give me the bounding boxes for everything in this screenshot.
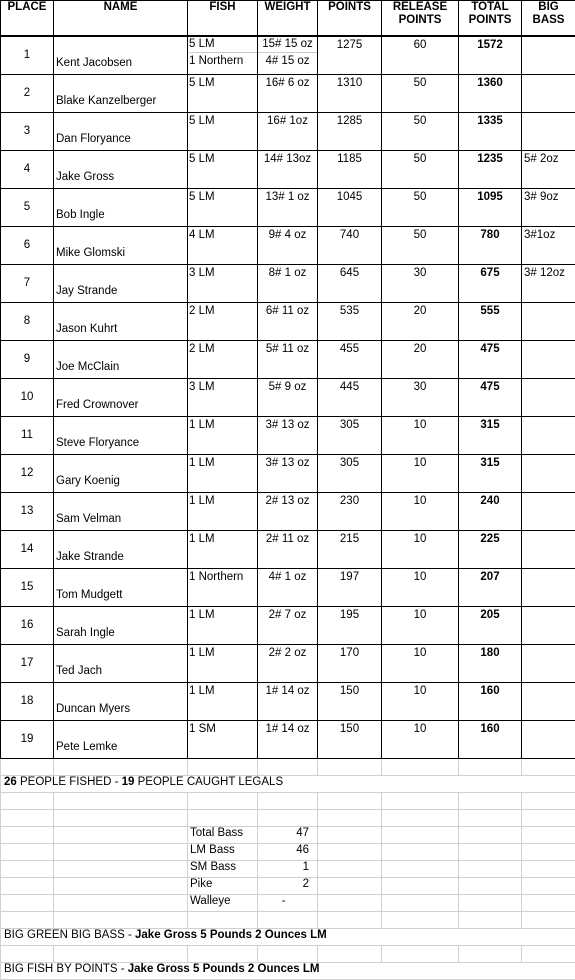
empty-cell bbox=[188, 759, 258, 776]
name-cell: Dan Floryance bbox=[54, 113, 188, 151]
points-cell: 195 bbox=[318, 607, 382, 645]
name-cell: Duncan Myers bbox=[54, 683, 188, 721]
header-release-points bbox=[382, 1, 459, 37]
empty-cell bbox=[1, 759, 54, 776]
points-cell: 215 bbox=[318, 531, 382, 569]
release-points-cell: 10 bbox=[382, 683, 459, 721]
empty-cell bbox=[522, 861, 575, 878]
empty-cell bbox=[522, 844, 575, 861]
place-cell: 17 bbox=[1, 645, 54, 683]
empty-cell bbox=[522, 946, 575, 963]
big-bass-cell bbox=[522, 341, 575, 379]
spacer-row bbox=[1, 759, 575, 776]
release-points-cell: 10 bbox=[382, 607, 459, 645]
fish-cell: 1 SM bbox=[188, 721, 258, 759]
empty-cell bbox=[1, 895, 54, 912]
stat-row bbox=[1, 861, 575, 878]
table-row bbox=[1, 341, 575, 379]
release-points-cell: 10 bbox=[382, 417, 459, 455]
points-cell: 1045 bbox=[318, 189, 382, 227]
points-cell: 455 bbox=[318, 341, 382, 379]
header-release-line1: RELEASE bbox=[393, 1, 447, 13]
big-bass-cell bbox=[522, 569, 575, 607]
big-bass-cell bbox=[522, 75, 575, 113]
weight-cell: 5# 11 oz bbox=[258, 341, 318, 379]
fish-cell: 4 LM bbox=[188, 227, 258, 265]
big-bass-cell bbox=[522, 645, 575, 683]
empty-cell bbox=[459, 895, 522, 912]
weight-cell: 2# 11 oz bbox=[258, 531, 318, 569]
big-bass-cell bbox=[522, 683, 575, 721]
points-cell: 1185 bbox=[318, 151, 382, 189]
header-big-line2: BASS bbox=[533, 14, 565, 26]
empty-cell bbox=[459, 912, 522, 929]
release-points-cell: 50 bbox=[382, 151, 459, 189]
place-cell: 16 bbox=[1, 607, 54, 645]
table-row bbox=[1, 227, 575, 265]
empty-cell bbox=[54, 946, 188, 963]
table-row bbox=[1, 455, 575, 493]
empty-cell bbox=[1, 844, 54, 861]
release-points-cell: 20 bbox=[382, 341, 459, 379]
total-points-cell: 475 bbox=[459, 341, 522, 379]
header-total-points bbox=[459, 1, 522, 37]
name-cell: Mike Glomski bbox=[54, 227, 188, 265]
total-points-cell: 1235 bbox=[459, 151, 522, 189]
table-row bbox=[1, 303, 575, 341]
empty-cell bbox=[258, 946, 318, 963]
empty-cell bbox=[54, 912, 188, 929]
header-points: POINTS bbox=[318, 1, 382, 37]
empty-cell bbox=[54, 793, 188, 810]
empty-cell bbox=[54, 861, 188, 878]
big-bass-cell bbox=[522, 721, 575, 759]
total-points-cell: 180 bbox=[459, 645, 522, 683]
table-row bbox=[1, 683, 575, 721]
big-bass-cell bbox=[522, 607, 575, 645]
empty-cell bbox=[318, 810, 382, 827]
stat-row bbox=[1, 827, 575, 844]
weight-cell: 6# 11 oz bbox=[258, 303, 318, 341]
award-label: BIG FISH BY POINTS - bbox=[4, 963, 128, 975]
header-fish: FISH bbox=[188, 1, 258, 37]
big-points-award-row bbox=[1, 963, 575, 980]
big-bass-cell bbox=[522, 379, 575, 417]
empty-cell bbox=[54, 827, 188, 844]
total-points-cell: 160 bbox=[459, 683, 522, 721]
stat-label: Total Bass bbox=[188, 827, 258, 844]
spacer-row bbox=[1, 946, 575, 963]
points-cell: 197 bbox=[318, 569, 382, 607]
place-cell: 4 bbox=[1, 151, 54, 189]
people-fished-text: PEOPLE FISHED - bbox=[17, 776, 122, 788]
place-cell: 19 bbox=[1, 721, 54, 759]
release-points-cell: 10 bbox=[382, 493, 459, 531]
name-cell: Kent Jacobsen bbox=[54, 36, 188, 75]
empty-cell bbox=[522, 810, 575, 827]
fish-cell bbox=[188, 36, 258, 75]
stat-label: SM Bass bbox=[188, 861, 258, 878]
empty-cell bbox=[382, 861, 459, 878]
name-cell: Jay Strande bbox=[54, 265, 188, 303]
points-cell: 170 bbox=[318, 645, 382, 683]
empty-cell bbox=[188, 810, 258, 827]
fish-cell: 1 Northern bbox=[188, 569, 258, 607]
release-points-cell: 30 bbox=[382, 265, 459, 303]
points-cell: 1275 bbox=[318, 36, 382, 75]
release-points-cell: 50 bbox=[382, 189, 459, 227]
total-points-cell: 225 bbox=[459, 531, 522, 569]
big-bass-cell bbox=[522, 417, 575, 455]
total-points-cell: 675 bbox=[459, 265, 522, 303]
weight-cell: 8# 1 oz bbox=[258, 265, 318, 303]
fish-cell: 5 LM bbox=[188, 75, 258, 113]
total-points-cell: 240 bbox=[459, 493, 522, 531]
weight-cell: 5# 9 oz bbox=[258, 379, 318, 417]
stat-value: 47 bbox=[258, 827, 318, 844]
release-points-cell: 10 bbox=[382, 721, 459, 759]
header-weight: WEIGHT bbox=[258, 1, 318, 37]
empty-cell bbox=[318, 946, 382, 963]
weight-cell: 3# 13 oz bbox=[258, 455, 318, 493]
fish-cell: 5 LM bbox=[188, 151, 258, 189]
empty-cell bbox=[1, 912, 54, 929]
stat-value: 1 bbox=[258, 861, 318, 878]
empty-cell bbox=[459, 878, 522, 895]
fish-cell: 5 LM bbox=[188, 189, 258, 227]
empty-cell bbox=[382, 759, 459, 776]
empty-cell bbox=[382, 946, 459, 963]
total-points-cell: 475 bbox=[459, 379, 522, 417]
empty-cell bbox=[54, 878, 188, 895]
place-cell: 18 bbox=[1, 683, 54, 721]
big-bass-cell bbox=[522, 303, 575, 341]
name-cell: Gary Koenig bbox=[54, 455, 188, 493]
stat-value: - bbox=[258, 895, 318, 912]
points-cell: 150 bbox=[318, 721, 382, 759]
big-bass-cell bbox=[522, 493, 575, 531]
empty-cell bbox=[1, 878, 54, 895]
empty-cell bbox=[459, 844, 522, 861]
release-points-cell: 50 bbox=[382, 113, 459, 151]
big-bass-cell bbox=[522, 36, 575, 75]
name-cell: Sarah Ingle bbox=[54, 607, 188, 645]
stat-value: 46 bbox=[258, 844, 318, 861]
weight-cell: 2# 7 oz bbox=[258, 607, 318, 645]
header-release-line2: POINTS bbox=[399, 14, 442, 26]
name-cell: Jason Kuhrt bbox=[54, 303, 188, 341]
place-cell: 6 bbox=[1, 227, 54, 265]
spacer-row bbox=[1, 810, 575, 827]
fish-cell: 1 LM bbox=[188, 607, 258, 645]
points-cell: 1285 bbox=[318, 113, 382, 151]
weight-line: 4# 15 oz bbox=[258, 53, 317, 68]
empty-cell bbox=[459, 759, 522, 776]
empty-cell bbox=[522, 878, 575, 895]
empty-cell bbox=[459, 861, 522, 878]
table-row bbox=[1, 417, 575, 455]
points-cell: 150 bbox=[318, 683, 382, 721]
total-points-cell: 1360 bbox=[459, 75, 522, 113]
place-cell: 5 bbox=[1, 189, 54, 227]
total-points-cell: 1335 bbox=[459, 113, 522, 151]
summary-row bbox=[1, 776, 575, 793]
big-bass-cell: 3# 9oz bbox=[522, 189, 575, 227]
release-points-cell: 60 bbox=[382, 36, 459, 75]
empty-cell bbox=[318, 827, 382, 844]
name-cell: Ted Jach bbox=[54, 645, 188, 683]
big-bass-cell: 3# 12oz bbox=[522, 265, 575, 303]
award-label: BIG GREEN BIG BASS - bbox=[4, 929, 135, 941]
empty-cell bbox=[382, 895, 459, 912]
place-cell: 10 bbox=[1, 379, 54, 417]
empty-cell bbox=[522, 793, 575, 810]
place-cell: 1 bbox=[1, 36, 54, 75]
release-points-cell: 50 bbox=[382, 227, 459, 265]
empty-cell bbox=[188, 793, 258, 810]
empty-cell bbox=[382, 793, 459, 810]
table-row bbox=[1, 493, 575, 531]
fish-cell: 5 LM bbox=[188, 113, 258, 151]
release-points-cell: 20 bbox=[382, 303, 459, 341]
empty-cell bbox=[258, 759, 318, 776]
weight-cell: 1# 14 oz bbox=[258, 683, 318, 721]
weight-cell: 4# 1 oz bbox=[258, 569, 318, 607]
header-total-line1: TOTAL bbox=[471, 1, 508, 13]
points-cell: 305 bbox=[318, 455, 382, 493]
empty-cell bbox=[522, 895, 575, 912]
big-green-award-row bbox=[1, 929, 575, 946]
total-points-cell: 160 bbox=[459, 721, 522, 759]
place-cell: 2 bbox=[1, 75, 54, 113]
empty-cell bbox=[1, 946, 54, 963]
fish-cell: 1 LM bbox=[188, 683, 258, 721]
fish-cell: 1 LM bbox=[188, 493, 258, 531]
table-row bbox=[1, 265, 575, 303]
release-points-cell: 10 bbox=[382, 569, 459, 607]
place-cell: 3 bbox=[1, 113, 54, 151]
points-cell: 230 bbox=[318, 493, 382, 531]
stat-label: LM Bass bbox=[188, 844, 258, 861]
table-row bbox=[1, 645, 575, 683]
release-points-cell: 10 bbox=[382, 455, 459, 493]
name-cell: Joe McClain bbox=[54, 341, 188, 379]
big-points-award-row-cell bbox=[1, 963, 575, 980]
empty-cell bbox=[318, 759, 382, 776]
empty-cell bbox=[459, 810, 522, 827]
big-green-award-row-cell bbox=[1, 929, 575, 946]
stat-value: 2 bbox=[258, 878, 318, 895]
empty-cell bbox=[188, 946, 258, 963]
stat-row bbox=[1, 878, 575, 895]
name-cell: Fred Crownover bbox=[54, 379, 188, 417]
people-fished-count: 26 bbox=[4, 776, 17, 788]
stat-row bbox=[1, 895, 575, 912]
header-name: NAME bbox=[54, 1, 188, 37]
fish-cell: 2 LM bbox=[188, 341, 258, 379]
name-cell: Bob Ingle bbox=[54, 189, 188, 227]
points-cell: 535 bbox=[318, 303, 382, 341]
fish-line: 1 Northern bbox=[189, 53, 257, 68]
place-cell: 7 bbox=[1, 265, 54, 303]
empty-cell bbox=[188, 912, 258, 929]
points-cell: 445 bbox=[318, 379, 382, 417]
empty-cell bbox=[1, 810, 54, 827]
weight-cell: 13# 1 oz bbox=[258, 189, 318, 227]
table-row bbox=[1, 721, 575, 759]
points-cell: 1310 bbox=[318, 75, 382, 113]
name-cell: Jake Strande bbox=[54, 531, 188, 569]
release-points-cell: 50 bbox=[382, 75, 459, 113]
empty-cell bbox=[258, 912, 318, 929]
empty-cell bbox=[522, 827, 575, 844]
empty-cell bbox=[54, 844, 188, 861]
header-place: PLACE bbox=[1, 1, 54, 37]
total-points-cell: 205 bbox=[459, 607, 522, 645]
empty-cell bbox=[318, 895, 382, 912]
people-legals-text: PEOPLE CAUGHT LEGALS bbox=[134, 776, 283, 788]
award-winner: Jake Gross 5 Pounds 2 Ounces LM bbox=[128, 963, 320, 975]
weight-cell: 3# 13 oz bbox=[258, 417, 318, 455]
big-bass-cell: 5# 2oz bbox=[522, 151, 575, 189]
stat-row bbox=[1, 844, 575, 861]
table-row bbox=[1, 189, 575, 227]
total-points-cell: 555 bbox=[459, 303, 522, 341]
total-points-cell: 1095 bbox=[459, 189, 522, 227]
points-cell: 645 bbox=[318, 265, 382, 303]
empty-cell bbox=[258, 793, 318, 810]
award-winner: Jake Gross 5 Pounds 2 Ounces LM bbox=[135, 929, 327, 941]
release-points-cell: 10 bbox=[382, 645, 459, 683]
empty-cell bbox=[54, 810, 188, 827]
place-cell: 12 bbox=[1, 455, 54, 493]
header-row bbox=[1, 1, 575, 37]
empty-cell bbox=[54, 759, 188, 776]
big-bass-cell bbox=[522, 455, 575, 493]
empty-cell bbox=[318, 878, 382, 895]
release-points-cell: 30 bbox=[382, 379, 459, 417]
fish-cell: 3 LM bbox=[188, 379, 258, 417]
fish-cell: 1 LM bbox=[188, 531, 258, 569]
empty-cell bbox=[522, 759, 575, 776]
fish-cell: 2 LM bbox=[188, 303, 258, 341]
spacer-row bbox=[1, 912, 575, 929]
header-big-bass bbox=[522, 1, 575, 37]
place-cell: 15 bbox=[1, 569, 54, 607]
name-cell: Pete Lemke bbox=[54, 721, 188, 759]
big-bass-cell bbox=[522, 531, 575, 569]
total-points-cell: 315 bbox=[459, 455, 522, 493]
people-legals-count: 19 bbox=[122, 776, 135, 788]
fish-cell: 1 LM bbox=[188, 645, 258, 683]
stat-label: Walleye bbox=[188, 895, 258, 912]
fish-line: 5 LM bbox=[189, 37, 257, 53]
empty-cell bbox=[382, 844, 459, 861]
table-row bbox=[1, 569, 575, 607]
place-cell: 13 bbox=[1, 493, 54, 531]
empty-cell bbox=[459, 827, 522, 844]
weight-cell bbox=[258, 36, 318, 75]
empty-cell bbox=[382, 878, 459, 895]
empty-cell bbox=[54, 895, 188, 912]
total-points-cell: 780 bbox=[459, 227, 522, 265]
empty-cell bbox=[382, 827, 459, 844]
table-row bbox=[1, 379, 575, 417]
empty-cell bbox=[1, 827, 54, 844]
spacer-row bbox=[1, 793, 575, 810]
total-points-cell: 1572 bbox=[459, 36, 522, 75]
name-cell: Blake Kanzelberger bbox=[54, 75, 188, 113]
header-total-line2: POINTS bbox=[469, 14, 512, 26]
table-row bbox=[1, 607, 575, 645]
name-cell: Steve Floryance bbox=[54, 417, 188, 455]
empty-cell bbox=[382, 912, 459, 929]
fish-cell: 1 LM bbox=[188, 417, 258, 455]
place-cell: 14 bbox=[1, 531, 54, 569]
name-cell: Sam Velman bbox=[54, 493, 188, 531]
name-cell: Tom Mudgett bbox=[54, 569, 188, 607]
total-points-cell: 315 bbox=[459, 417, 522, 455]
table-row bbox=[1, 113, 575, 151]
name-cell: Jake Gross bbox=[54, 151, 188, 189]
weight-cell: 1# 14 oz bbox=[258, 721, 318, 759]
header-big-line1: BIG bbox=[538, 1, 558, 13]
weight-cell: 2# 13 oz bbox=[258, 493, 318, 531]
weight-line: 15# 15 oz bbox=[258, 37, 317, 53]
people-summary bbox=[1, 776, 575, 793]
empty-cell bbox=[318, 861, 382, 878]
weight-cell: 2# 2 oz bbox=[258, 645, 318, 683]
empty-cell bbox=[258, 810, 318, 827]
table-row bbox=[1, 531, 575, 569]
big-bass-cell: 3#1oz bbox=[522, 227, 575, 265]
place-cell: 9 bbox=[1, 341, 54, 379]
table-row bbox=[1, 36, 575, 75]
release-points-cell: 10 bbox=[382, 531, 459, 569]
empty-cell bbox=[522, 912, 575, 929]
weight-cell: 16# 6 oz bbox=[258, 75, 318, 113]
stat-label: Pike bbox=[188, 878, 258, 895]
total-points-cell: 207 bbox=[459, 569, 522, 607]
empty-cell bbox=[382, 810, 459, 827]
place-cell: 11 bbox=[1, 417, 54, 455]
points-cell: 740 bbox=[318, 227, 382, 265]
empty-cell bbox=[1, 793, 54, 810]
weight-cell: 14# 13oz bbox=[258, 151, 318, 189]
points-cell: 305 bbox=[318, 417, 382, 455]
empty-cell bbox=[318, 793, 382, 810]
empty-cell bbox=[459, 793, 522, 810]
place-cell: 8 bbox=[1, 303, 54, 341]
fish-cell: 1 LM bbox=[188, 455, 258, 493]
weight-cell: 16# 1oz bbox=[258, 113, 318, 151]
empty-cell bbox=[318, 912, 382, 929]
table-row bbox=[1, 75, 575, 113]
fish-cell: 3 LM bbox=[188, 265, 258, 303]
weight-cell: 9# 4 oz bbox=[258, 227, 318, 265]
empty-cell bbox=[459, 946, 522, 963]
table-row bbox=[1, 151, 575, 189]
empty-cell bbox=[1, 861, 54, 878]
empty-cell bbox=[318, 844, 382, 861]
big-bass-cell bbox=[522, 113, 575, 151]
